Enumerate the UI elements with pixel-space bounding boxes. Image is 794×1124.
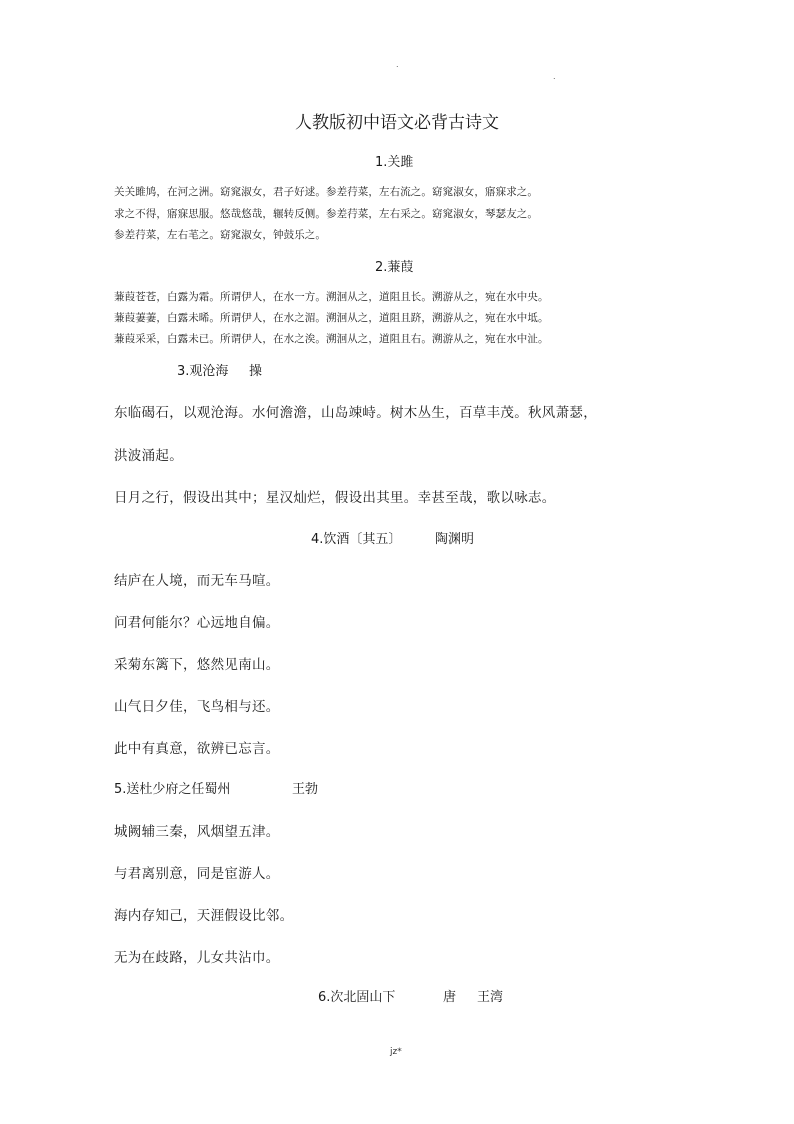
poem-author: 陶渊明 <box>435 532 475 547</box>
poem-line: 山气日夕佳，飞鸟相与还。 <box>114 699 280 715</box>
header-mark: . <box>396 60 399 69</box>
poem-line: 蒹葭萋萋，白露未晞。所谓伊人，在水之湄。溯洄从之，道阻且跻，溯游从之，宛在水中坻。 <box>114 312 549 324</box>
poem-line: 求之不得，寤寐思服。悠哉悠哉，辗转反侧。参差荇菜，左右采之。窈窕淑女，琴瑟友之。 <box>114 208 538 220</box>
poem-line: 蒹葭采采，白露未已。所谓伊人，在水之涘。溯洄从之，道阻且右。溯游从之，宛在水中沚。 <box>114 333 549 345</box>
page-title: 人教版初中语文必背古诗文 <box>295 113 499 133</box>
poem-line: 与君离别意，同是宦游人。 <box>114 866 280 882</box>
poem-line: 海内存知己，天涯假设比邻。 <box>114 908 294 924</box>
poem-dynasty: 唐 <box>443 990 457 1005</box>
header-mark: . <box>553 72 556 81</box>
poem-line: 城阙辅三秦，风烟望五津。 <box>114 824 280 840</box>
poem-heading: 4.饮酒〔其五〕 <box>311 532 402 547</box>
poem-author: 王勃 <box>292 782 319 797</box>
poem-line: 此中有真意，欲辨已忘言。 <box>114 741 280 757</box>
poem-line: 无为在歧路，儿女共沾巾。 <box>114 950 280 966</box>
poem-heading: 6.次北固山下 <box>318 990 396 1005</box>
poem-line: 洪波涌起。 <box>114 448 183 464</box>
poem-line: 参差荇菜，左右芼之。窈窕淑女，钟鼓乐之。 <box>114 229 326 241</box>
poem-line: 东临碣石，以观沧海。水何澹澹，山岛竦峙。树木丛生，百草丰茂。秋风萧瑟， <box>114 405 597 421</box>
poem-heading: 3.观沧海 <box>177 364 229 379</box>
page-footer: jz* <box>390 1047 402 1057</box>
poem-line: 采菊东篱下，悠然见南山。 <box>114 657 280 673</box>
poem-heading: 2.蒹葭 <box>375 260 414 275</box>
poem-line: 结庐在人境，而无车马喧。 <box>114 573 280 589</box>
poem-line: 蒹葭苍苍，白露为霜。所谓伊人，在水一方。溯洄从之，道阻且长。溯游从之，宛在水中央。 <box>114 291 549 303</box>
poem-heading: 1.关雎 <box>375 155 414 170</box>
poem-author: 操 <box>249 364 263 379</box>
poem-heading: 5.送杜少府之任蜀州 <box>114 782 231 797</box>
poem-line: 问君何能尔？心远地自偏。 <box>114 615 280 631</box>
poem-line: 日月之行，假设出其中；星汉灿烂，假设出其里。幸甚至哉，歌以咏志。 <box>114 490 556 506</box>
poem-author: 王湾 <box>477 990 504 1005</box>
poem-line: 关关雎鸠，在河之洲。窈窕淑女，君子好逑。参差荇菜，左右流之。窈窕淑女，寤寐求之。 <box>114 186 538 198</box>
